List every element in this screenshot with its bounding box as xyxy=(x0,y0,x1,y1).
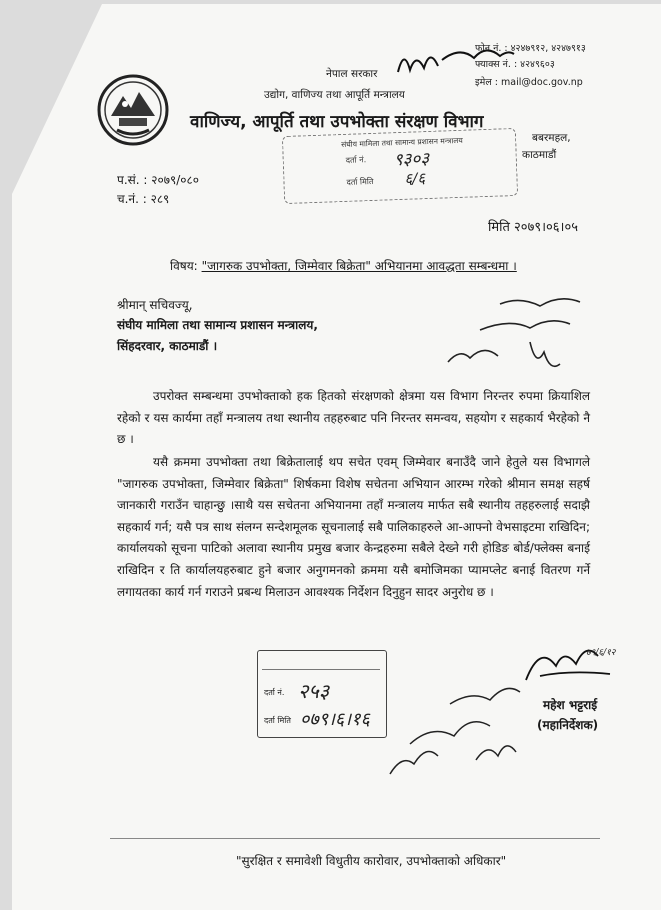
subject-text: "जागरुक उपभोक्ता, जिम्मेवार बिक्रेता" अभियानमा आवद्धता सम्बन्धमा । xyxy=(201,259,517,273)
body-paragraph-2 xyxy=(117,452,590,603)
stamp-bottom-darta-no: २५३ xyxy=(298,679,330,703)
stamp-top-darta-no: ९३०३ xyxy=(393,148,430,171)
addressee-ministry: संघीय मामिला तथा सामान्य प्रशासन मन्त्रालय, xyxy=(117,318,318,332)
stamp-bottom-header xyxy=(262,655,380,670)
ministry-name: उद्योग, वाणिज्य तथा आपूर्ति मन्त्रालय xyxy=(264,89,405,101)
handwritten-initial-icon xyxy=(390,38,520,88)
subject-label: विषय: xyxy=(170,259,198,273)
signature-date: ७९/६/१२ xyxy=(586,648,616,658)
reference-ps: प.सं. : २०७९/०८० xyxy=(117,173,199,187)
location-line-1: बबरमहल, xyxy=(532,132,571,144)
phone-number: फोन नं. : ४२४७९१२, ४२४७९१३ xyxy=(475,43,586,54)
addressee-salutation: श्रीमान् सचिवज्यू, xyxy=(117,298,193,312)
department-name: वाणिज्य, आपूर्ति तथा उपभोक्ता संरक्षण विभाग xyxy=(190,112,484,132)
body-paragraph-1-text: उपरोक्त सम्बन्धमा उपभोक्ताको हक हितको संरक्षणको क्षेत्रमा यस विभाग निरन्तर रुपमा क्रियाशिल रहेको र यस कार्यमा तहाँ मन्त्रालय तथा स्थानीय तहहरुबाट पनि निरन्तर समन्वय, सहयोग र सहकार्य भैरहेको नै छ । xyxy=(117,389,590,447)
registration-stamp-bottom xyxy=(257,650,387,738)
email-address: इमेल : mail@doc.gov.np xyxy=(475,77,583,88)
stamp-bottom-darta-no-label: दर्ता नं. xyxy=(264,688,285,697)
handwritten-note-icon xyxy=(440,292,590,384)
location-line-2: काठमाडौं xyxy=(522,149,557,161)
letter-date: मिति २०७९।०६।०५ xyxy=(488,220,578,235)
government-emblem-icon xyxy=(97,74,169,146)
registration-stamp-top xyxy=(282,128,518,204)
stamp-top-darta-no-label: दर्ता नं. xyxy=(345,155,367,165)
stamp-bottom-darta-date-label: दर्ता मिति xyxy=(264,716,291,725)
footer-divider xyxy=(110,838,600,839)
body-paragraph-1 xyxy=(117,386,590,451)
country-name: नेपाल सरकार xyxy=(326,68,378,80)
addressee-address: सिंहदरवार, काठमाडौं । xyxy=(117,339,218,353)
stamp-top-darta-date-label: दर्ता मिति xyxy=(346,176,374,187)
reference-chalani: च.नं. : २८९ xyxy=(117,192,170,206)
body-paragraph-2-text: यसै क्रममा उपभोक्ता तथा बिक्रेतालाई थप सचेत एवम् जिम्मेवार बनाउँदै जाने हेतुले यस विभागले "जागरुक उपभोक्ता, जिम्मेवार बिक्रेता" शिर्षकमा विशेष सचेतना अभियान आरम्भ गरेको श्रीमान समक्ष सहर्ष जानकारी गराउँन चाहान्छु ।साथै यस सचेतना अभियानमा तहाँ मन्त्रालय मार्फत सबै स्थानीय तहहरुलाई सदाझै सहकार्य गर्न; यसै पत्र साथ संलग्न सन्देशमूलक सूचनालाई सबै पालिकाहरुले आ-आफ्नो वेभसाइटमा राखिदिन; कार्यालयको सूचना पाटिको अलावा स्थानीय प्रमुख बजार केन्द्रहरुमा सबैले देख्ने गरी होडिङ बोर्ड/फ्लेक्स बनाई राखिदिन र ति कार्यालयहरुबाट हुने बजार अनुगमनको क्रममा यसै बमोजिमका प्यामप्लेट बनाई वितरण गर्ने लगायतका कार्य गर्न गराउने प्रबन्ध मिलाउन आवश्यक निर्देशन दिनुहुन सादर अनुरोध छ । xyxy=(117,455,590,599)
stamp-top-darta-date: ६/६ xyxy=(404,169,426,188)
signatory-title: (महानिर्देशक) xyxy=(537,718,599,732)
subject-line xyxy=(170,257,517,274)
fax-number: फ्याक्स नं. : ४२४९६०३ xyxy=(475,59,555,70)
stamp-top-office: संघीय मामिला तथा सामान्य प्रशासन मन्त्रालय xyxy=(341,135,463,150)
footer-slogan: "सुरक्षित र समावेशी विधुतीय कारोवार, उपभोक्ताको अधिकार" xyxy=(236,854,507,868)
signatory-name: महेश भट्टराई xyxy=(543,698,598,712)
stamp-bottom-darta-date: ०७९।६।१६ xyxy=(300,709,370,730)
